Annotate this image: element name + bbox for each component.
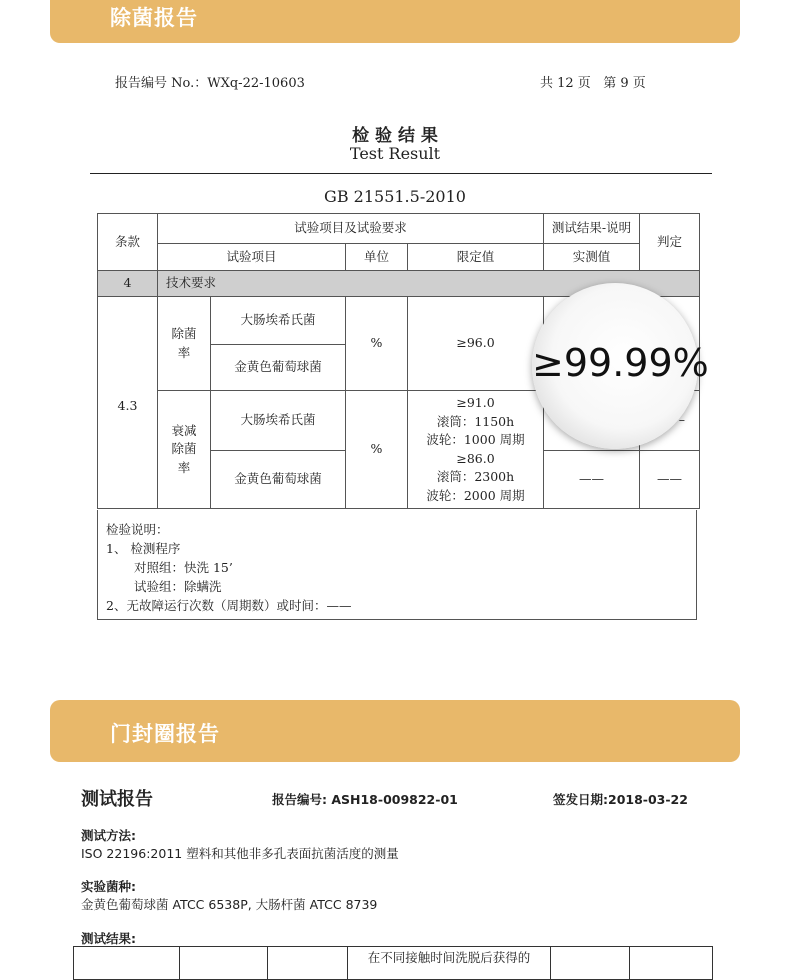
divider-line (90, 173, 712, 174)
page-count: 共 12 页 第 9 页 (540, 76, 646, 91)
header-clause: 条款 (98, 214, 158, 271)
limit-cell: ≥91.0 滚筒：1150h 波轮：1000 周期 ≥86.0 滚筒：2300h 波轮：2000 周期 (408, 391, 544, 509)
notes-line: 对照组：快洗 15’ (134, 560, 233, 575)
table-cell (268, 947, 348, 980)
notes-line: 1、 检测程序 (106, 541, 181, 556)
issue-date: 签发日期:2018-03-22 (553, 792, 688, 807)
header-measured: 实测值 (544, 244, 640, 271)
item-ecoli: 大肠埃希氏菌 (211, 297, 346, 345)
method-label: 测试方法: (81, 828, 136, 843)
strain-text: 金黄色葡萄球菌 ATCC 6538P, 大肠杆菌 ATCC 8739 (81, 897, 378, 912)
method-text: ISO 22196:2011 塑料和其他非多孔表面抗菌活度的测量 (81, 846, 399, 861)
item-staph: 金黄色葡萄球菌 (211, 451, 346, 509)
table-cell (180, 947, 268, 980)
notes-line: 试验组：除螨洗 (134, 579, 222, 594)
table-cell (74, 947, 180, 980)
measured-cell: —— (544, 451, 640, 509)
item-staph: 金黄色葡萄球菌 (211, 345, 346, 391)
item-ecoli: 大肠埃希氏菌 (211, 391, 346, 451)
header-judge: 判定 (640, 214, 700, 271)
result-label: 测试结果: (81, 931, 136, 946)
result-table-partial (73, 946, 713, 980)
header-item: 试验项目 (158, 244, 346, 271)
header-items-requirements: 试验项目及试验要求 (158, 214, 544, 244)
result-title-en: Test Result (349, 144, 441, 163)
standard-number: GB 21551.5-2010 (324, 187, 466, 206)
banner-title: 除菌报告 (110, 6, 198, 30)
table-cell (630, 947, 713, 980)
strain-label: 实验菌种: (81, 879, 136, 894)
magnified-value: ≥99.99% (532, 341, 709, 385)
report-title: 测试报告 (81, 789, 153, 810)
table-header-partial: 在不同接触时间洗脱后获得的 (348, 947, 551, 980)
tech-row-label: 技术要求 (158, 271, 700, 297)
section-banner-sterilization (50, 0, 740, 43)
inspection-notes (97, 510, 697, 620)
clause-cell: 4.3 (98, 297, 158, 509)
notes-heading: 检验说明： (106, 522, 169, 537)
magnifier-highlight (532, 283, 709, 449)
header-unit: 单位 (346, 244, 408, 271)
unit-cell: % (346, 391, 408, 509)
banner-title: 门封圈报告 (110, 722, 220, 746)
report-number: 报告编号: ASH18-009822-01 (272, 792, 458, 807)
judge-cell: – (640, 391, 700, 451)
limit-cell: ≥96.0 (408, 297, 544, 391)
header-result: 测试结果-说明 (544, 214, 640, 244)
group-decay-rate: 衰减 除菌 率 (158, 391, 211, 509)
section-banner-door-seal (50, 700, 740, 762)
table-cell (551, 947, 630, 980)
unit-cell: % (346, 297, 408, 391)
notes-line: 2、无故障运行次数（周期数）或时间：—— (106, 598, 352, 613)
header-limit: 限定值 (408, 244, 544, 271)
group-sterilization-rate: 除菌 率 (158, 297, 211, 391)
judge-cell: —— (640, 451, 700, 509)
tech-row-number: 4 (98, 271, 158, 297)
result-title-cn: 检 验 结 果 (352, 126, 438, 146)
report-number: 报告编号 No.：WXq-22-10603 (115, 76, 305, 91)
